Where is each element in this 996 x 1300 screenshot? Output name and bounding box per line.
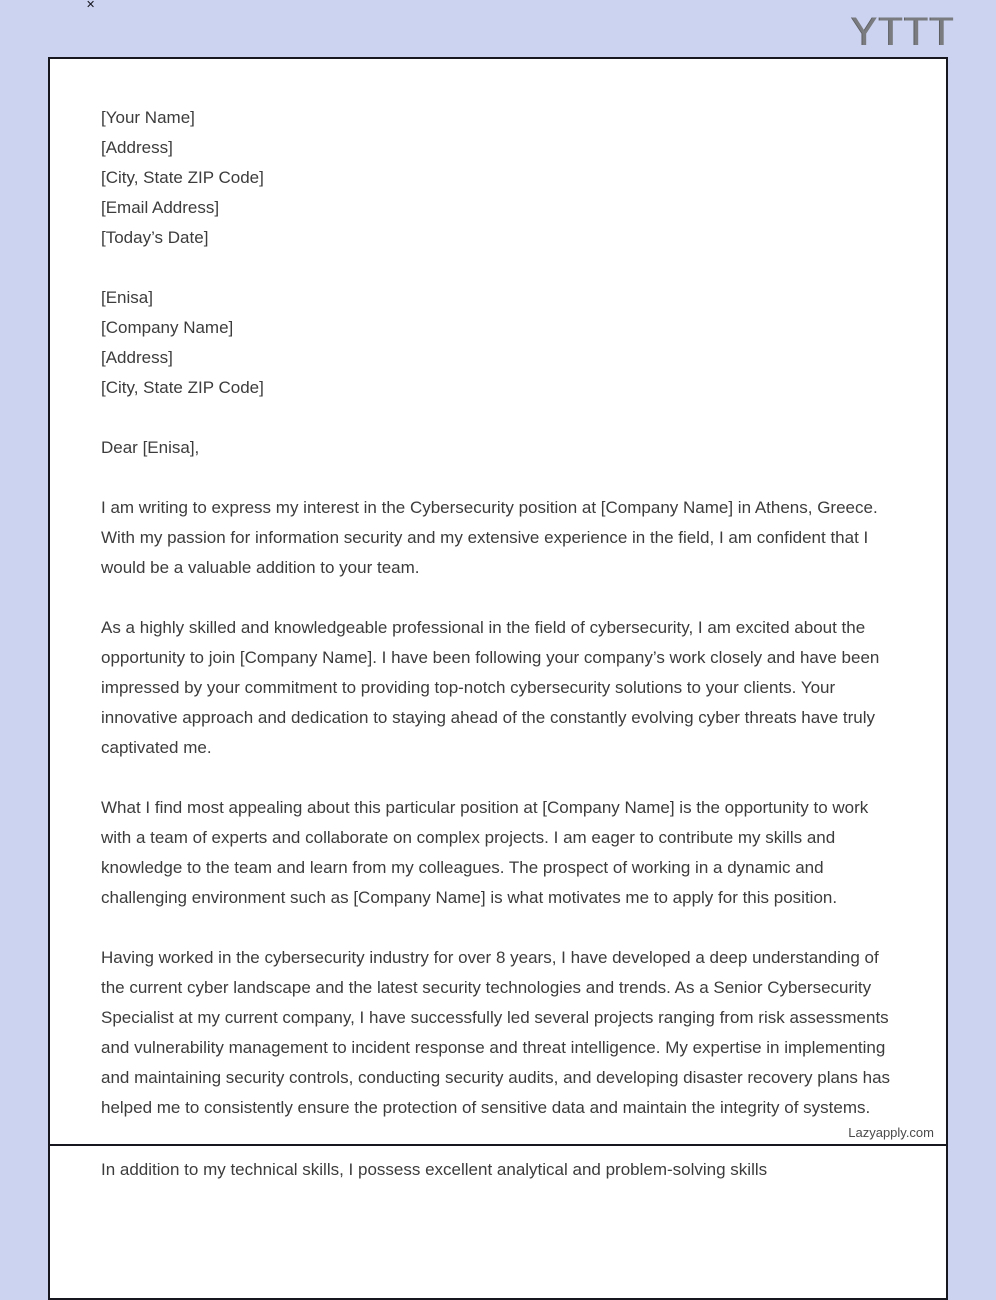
corner-mark-icon: ✕	[86, 0, 96, 11]
sender-address-block	[101, 103, 894, 253]
paragraph-intro: I am writing to express my interest in the Cybersecurity position at [Company Name] in Athens, Greece. With my passion for information security and my extensive experience in the field, I am confident that I would be a valuable addition to your team.	[101, 498, 878, 577]
paragraph-experience: Having worked in the cybersecurity industry for over 8 years, I have developed a deep understanding of the current cyber landscape and the latest security technologies and trends. As a Senior Cybersecurity Specialist at my current company, I have successfully led several projects ranging from risk assessments and vulnerability management to incident response and threat intelligence. My expertise in implementing and maintaining security controls, conducting security audits, and developing disaster recovery plans has helped me to consistently ensure the protection of sensitive data and maintain the integrity of systems.	[101, 948, 891, 1117]
sender-city-line: [City, State ZIP Code]	[101, 168, 264, 187]
next-page-content	[50, 1146, 946, 1185]
document-page	[48, 57, 948, 1300]
recipient-city-line: [City, State ZIP Code]	[101, 378, 264, 397]
sender-address-line: [Address]	[101, 138, 173, 157]
brand-logo: YTTT	[851, 10, 955, 54]
sender-email-line: [Email Address]	[101, 198, 220, 217]
paragraph-appeal: What I find most appealing about this particular position at [Company Name] is the opportunity to work with a team of experts and collaborate on complex projects. I am eager to contribute my skills and knowledge to the team and learn from my colleagues. The prospect of working in a dynamic and challenging environment such as [Company Name] is what motivates me to apply for this position.	[101, 798, 869, 907]
watermark-link[interactable]: Lazyapply.com	[848, 1125, 934, 1140]
recipient-company-line: [Company Name]	[101, 318, 234, 337]
recipient-name-line: [Enisa]	[101, 288, 153, 307]
paragraph-motivation: As a highly skilled and knowledgeable professional in the field of cybersecurity, I am excited about the opportunity to join [Company Name]. I have been following your company’s work closely and have been impressed by your commitment to providing top-notch cybersecurity solutions to your clients. Your innovative approach and dedication to staying ahead of the constantly evolving cyber threats have truly captivated me.	[101, 618, 880, 757]
recipient-address-block	[101, 283, 894, 403]
sender-name-line: [Your Name]	[101, 108, 195, 127]
salutation: Dear [Enisa],	[101, 438, 200, 457]
paragraph-skills: In addition to my technical skills, I possess excellent analytical and problem-solving skills	[101, 1160, 768, 1179]
recipient-address-line: [Address]	[101, 348, 173, 367]
letter-date-line: [Today’s Date]	[101, 228, 209, 247]
letter-body	[50, 59, 946, 1123]
